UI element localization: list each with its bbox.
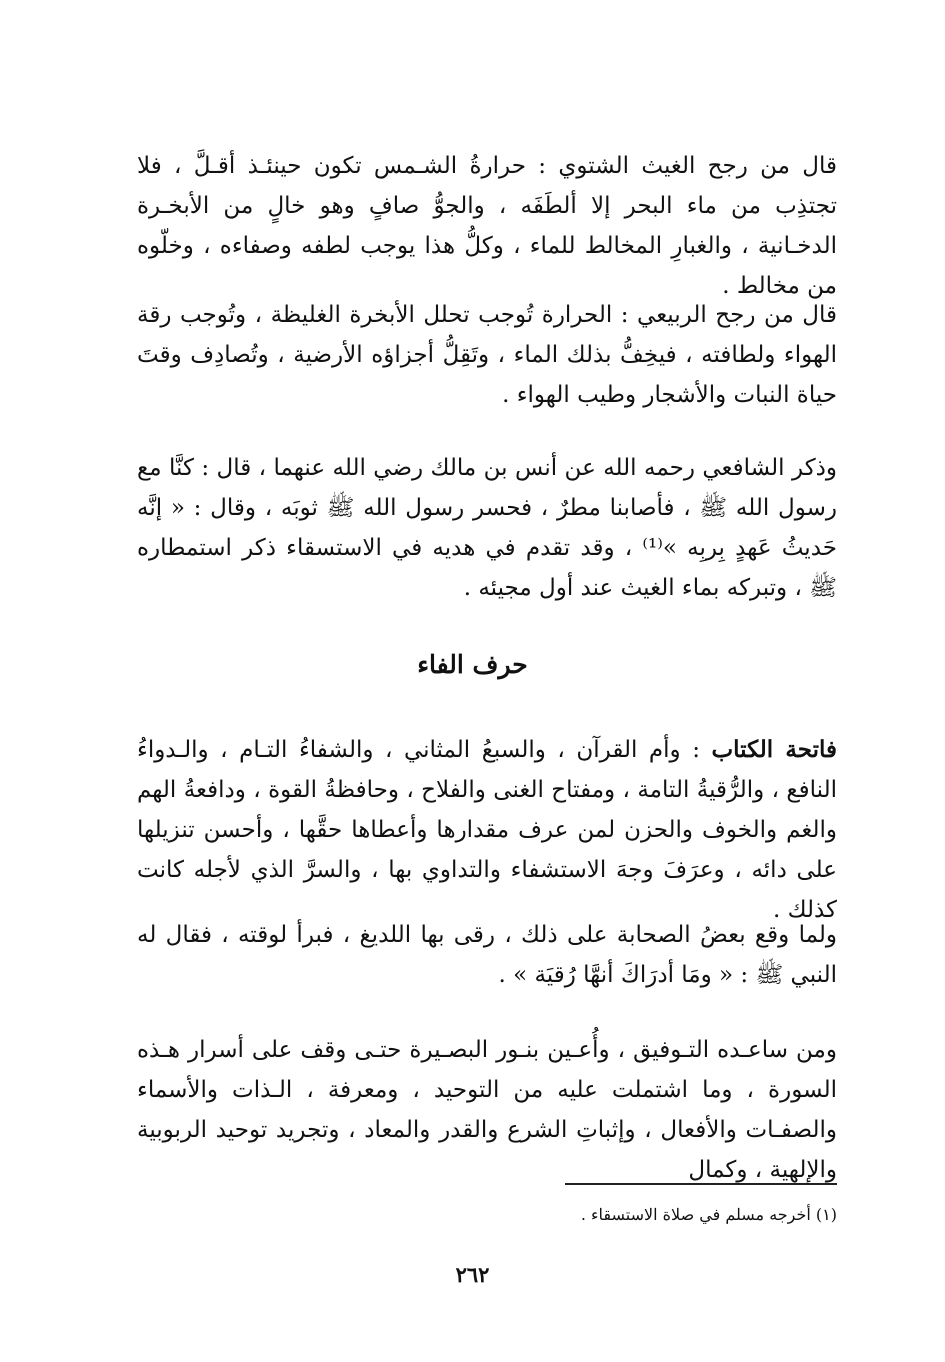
fatiha-lead-term: فاتحة الكتاب (711, 736, 837, 763)
page-number: ٢٦٢ (455, 1262, 490, 1287)
paragraph-shafii-narration: وذكر الشافعي رحمه الله عن أنس بن مالك رضي الله عنهما ، قال : كنَّا مع رسول الله ﷺ ، فأصابنا مطرٌ ، فحسر رسول الله ﷺ ثوبَه ، وقال : « إنَّه حَديثُ عَهدٍ بِربِه »⁽¹⁾ ، وقد تقدم في هديه في الاستسقاء ذكر استمطاره ﷺ ، وتبركه بماء الغيث عند أول مجيئه . (137, 455, 837, 601)
paragraph-winter-rain: قال من رجح الغيث الشتوي : حرارةُ الشـمس تكون حينئـذ أقـلَّ ، فلا تجتذِب من ماء البحر إلا ألطَفَه ، والجوُّ صافٍ وهو خالٍ من الأبخـرة الدخـانية ، والغبارِ المخالط للماء ، وكلُّ هذا يوجب لطفه وصفاءه ، وخلّوه من مخالط . (137, 153, 837, 299)
section-heading: حرف الفاء (417, 650, 528, 679)
paragraph-fatiha (137, 730, 837, 930)
footnote-divider (565, 1183, 837, 1185)
paragraph-companions: ولما وقع بعضُ الصحابة على ذلك ، رقى بها اللديغ ، فبرأ لوقته ، فقال له النبي ﷺ : « ومَا أدرَاكَ أنهَّا رُقيَة » . (137, 922, 837, 988)
paragraph-spring-rain: قال من رجح الربيعي : الحرارة تُوجب تحلل الأبخرة الغليظة ، وتُوجب رقة الهواء ولطافته ، فيخِفُّ بذلك الماء ، وتَقِلُّ أجزاؤه الأرضية ، وتُصادِف وقتَ حياة النبات والأشجار وطيب الهواء . (137, 302, 837, 408)
fatiha-text: : وأم القرآن ، والسبعُ المثاني ، والشفاءُ التـام ، والـدواءُ النافع ، والرُّقيةُ التامة ، ومفتاح الغنى والفلاح ، وحافظةُ القوة ، ودافعةُ الهم والغم والخوف والحزن لمن عرف مقدارها وأعطاها حقَّها ، وأحسن تنزيلها على دائه ، وعرَفَ وجهَ الاستشفاء والتداوي بها ، والسرَّ الذي لأجله كانت كذلك . (137, 737, 837, 923)
paragraph-tawfiq: ومن ساعـده التـوفيق ، وأُعـين بنـور البصـيرة حتـى وقف على أسرار هـذه السورة ، وما اشتملت عليه من التوحيد ، ومعرفة ، الـذات والأسماء والصفـات والأفعال ، وإثباتِ الشرع والقدر والمعاد ، وتجريد توحيد الربوبية والإلهية ، وكمال (137, 1037, 837, 1183)
footnote: (١) أخرجه مسلم في صلاة الاستسقاء . (580, 1205, 837, 1224)
